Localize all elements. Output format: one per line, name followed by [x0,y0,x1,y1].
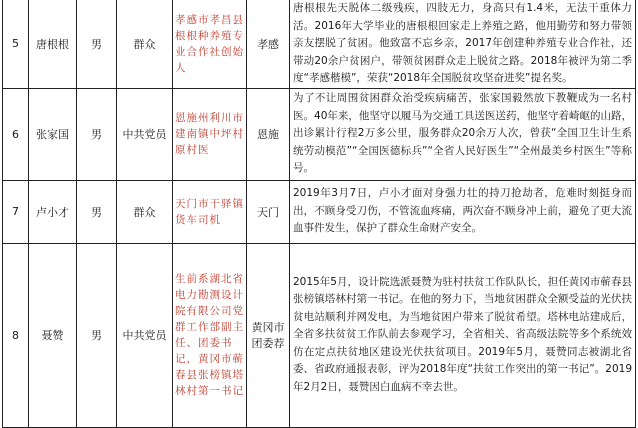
row-index: 6 [3,88,29,180]
gender-cell: 男 [77,0,117,88]
table-row [3,243,636,427]
person-name: 聂赞 [29,243,77,427]
gender-cell: 男 [77,88,117,180]
table-row [3,88,636,180]
person-name: 卢小才 [29,180,77,243]
party-cell: 群众 [117,180,173,243]
description-cell: 为了不让周围贫困群众治受疾病痛苦，张家国毅然放下教鞭成为一名村医。40年来，他坚守以履马为交通工具送医送药，他坚守着崎岖的山路，出诊累计行程2万多公里，服务群众20余万人次，曾获“全国卫生计生系统劳动模范”“全国医德标兵”“全省人民好医生”“全州最美乡村医生”等称号。 [290,88,636,180]
row-index: 7 [3,180,29,243]
table-row [3,0,636,88]
position-cell: 孝感市孝昌县根根种养殖专业合作社创始人 [173,0,247,88]
description-cell: 2015年5月，设计院选派聂赞为驻村扶贫工作队队长，担任黄冈市蕲春县张榜镇塔林村第一书记。在他的努力下，当地贫困群众全额受益的光伏扶贫电站顺利并网发电，为当地贫困户带来了脱贫希望。塔林电站建成后，全省多扶贫贫工作队前去参观学习，全省相关、省高级法院等多个系统效仿在定点扶贫地区建设光伏扶贫项目。2019年5月，聂赞同志被湖北省委、省政府通报表彰，评为2018年度“扶贫工作突出的第一书记”。2019年2月2日，聂赞因白血病不幸去世。 [290,243,636,427]
person-name: 张家国 [29,88,77,180]
region-cell: 天门 [247,180,290,243]
region-cell: 孝感 [247,0,290,88]
row-index: 8 [3,243,29,427]
position-cell: 生前系湖北省电力勘测设计院有限公司党群工作部副主任、团委书记，黄冈市蕲春县张榜镇塔林村第一书记 [173,243,247,427]
party-cell: 中共党员 [117,88,173,180]
position-cell: 天门市干驿镇货车司机 [173,180,247,243]
description-cell: 唐根根先天脱体二级残疾，四肢无力，身高只有1.4米，无法干重体力活。2016年大学毕业的唐根根回家走上养殖之路，他用勤劳和努力带领亲友摆脱了贫困。他致富不忘乡亲，2017年创建种养殖专业合作社，还带动20余户贫困户，带领贫困群众走上脱贫之路。2018年被评为第二季度“孝感楷模”，荣获“2018年全国脱贫攻坚奋进奖”提名奖。 [290,0,636,88]
party-cell: 群众 [117,0,173,88]
party-cell: 中共党员 [117,243,173,427]
person-name: 唐根根 [29,0,77,88]
gender-cell: 男 [77,180,117,243]
honoree-table [2,0,636,428]
region-cell: 黄冈市团委荐 [247,243,290,427]
region-cell: 恩施 [247,88,290,180]
table-row [3,180,636,243]
row-index: 5 [3,0,29,88]
position-cell: 恩施州利川市建南镇中坪村原村医 [173,88,247,180]
description-cell: 2019年3月7日，卢小才面对身强力壮的持刀抢劫者，危难时刻挺身而出，不顾身受刀伤，不管流血疼痛，两次奋不顾身冲上前，避免了更大流血事件发生，保护了群众生命财产安全。 [290,180,636,243]
gender-cell: 男 [77,243,117,427]
